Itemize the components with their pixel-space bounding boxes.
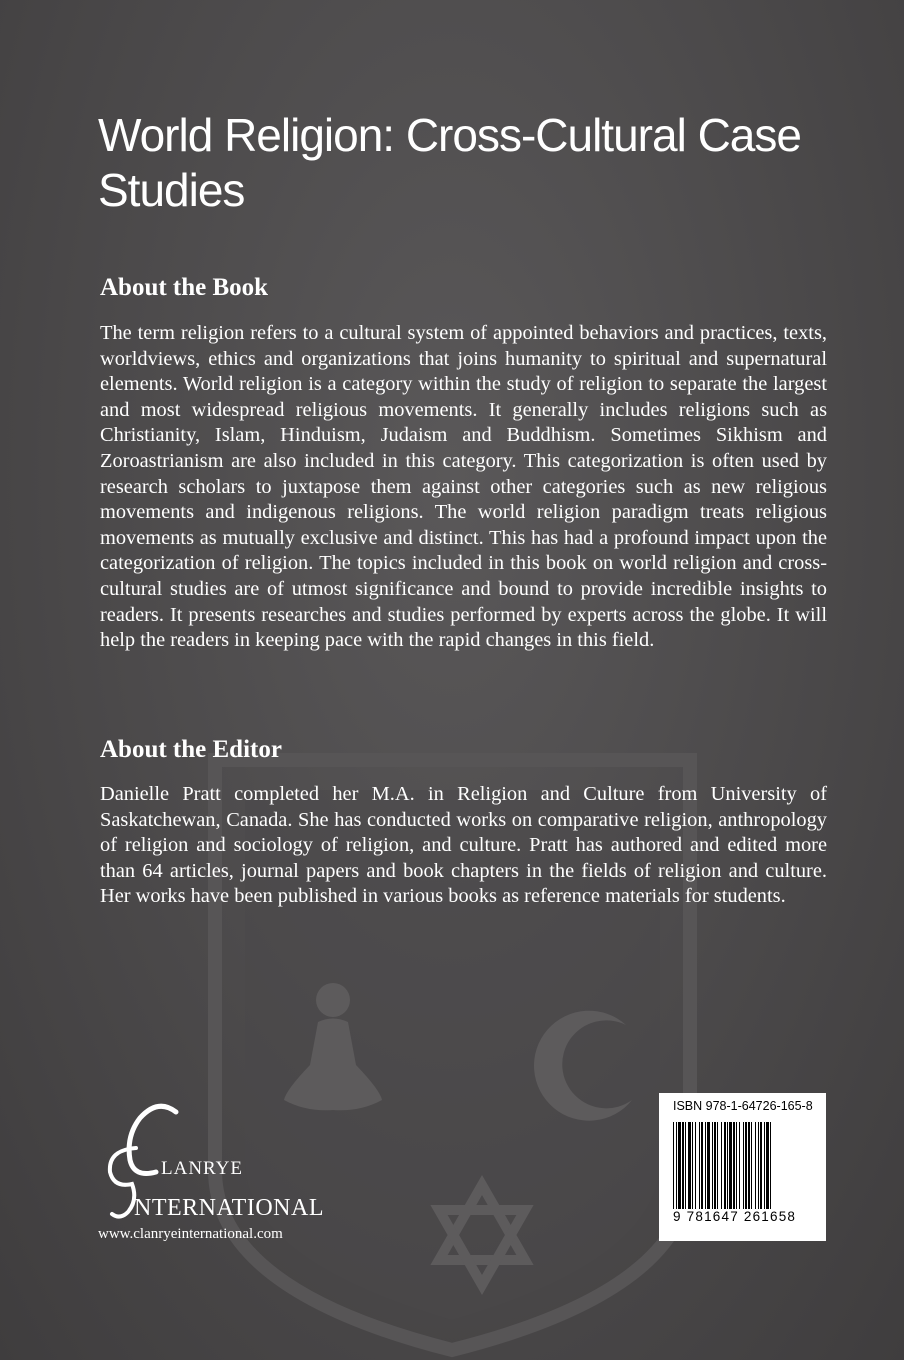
barcode-icon [671, 1122, 815, 1214]
about-editor-heading: About the Editor [100, 736, 282, 763]
publisher-name-line1: LANRYE [161, 1158, 243, 1179]
publisher-url: www.clanryeinternational.com [98, 1226, 283, 1242]
book-title: World Religion: Cross-Cultural Case Studies [98, 109, 801, 216]
isbn-barcode-box [659, 1093, 826, 1241]
publisher-logo [98, 1100, 338, 1250]
publisher-name-line2: NTERNATIONAL [134, 1195, 324, 1221]
about-book-text: The term religion refers to a cultural system of appointed behaviors and practices, texts, worldviews, ethics and organizations that joins humanity to spiritual and supernatural elements. World religion is a category within the study of religion to separate the largest and most widespread religious movements. It generally includes religions such as Christianity, Islam, Hinduism, Judaism and Buddhism. Sometimes Sikhism and Zoroastrianism are also included in this category. This categorization is often used by research scholars to juxtapose them against other categories such as new religious movements and indigenous religions. The world religion paradigm treats religious movements as mutually exclusive and distinct. This has had a profound impact upon the categorization of religion. The topics included in this book on world religion and cross-cultural studies are of utmost significance and bound to provide incredible insights to readers. It presents researches and studies performed by experts across the globe. It will help the readers in keeping pace with the rapid changes in this field. [100, 322, 827, 652]
barcode-digits: 9 781647 261658 [673, 1209, 815, 1224]
about-editor-text: Danielle Pratt completed her M.A. in Religion and Culture from University of Saskatchewan, Canada. She has conducted works on comparative religion, anthropology of religion and sociology of religion, and culture. Pratt has authored and edited more than 64 articles, journal papers and book chapters in the fields of religion and culture. Her works have been published in various books as reference materials for students. [100, 783, 827, 908]
isbn-label: ISBN 978-1-64726-165-8 [673, 1099, 813, 1113]
about-book-heading: About the Book [100, 274, 269, 301]
